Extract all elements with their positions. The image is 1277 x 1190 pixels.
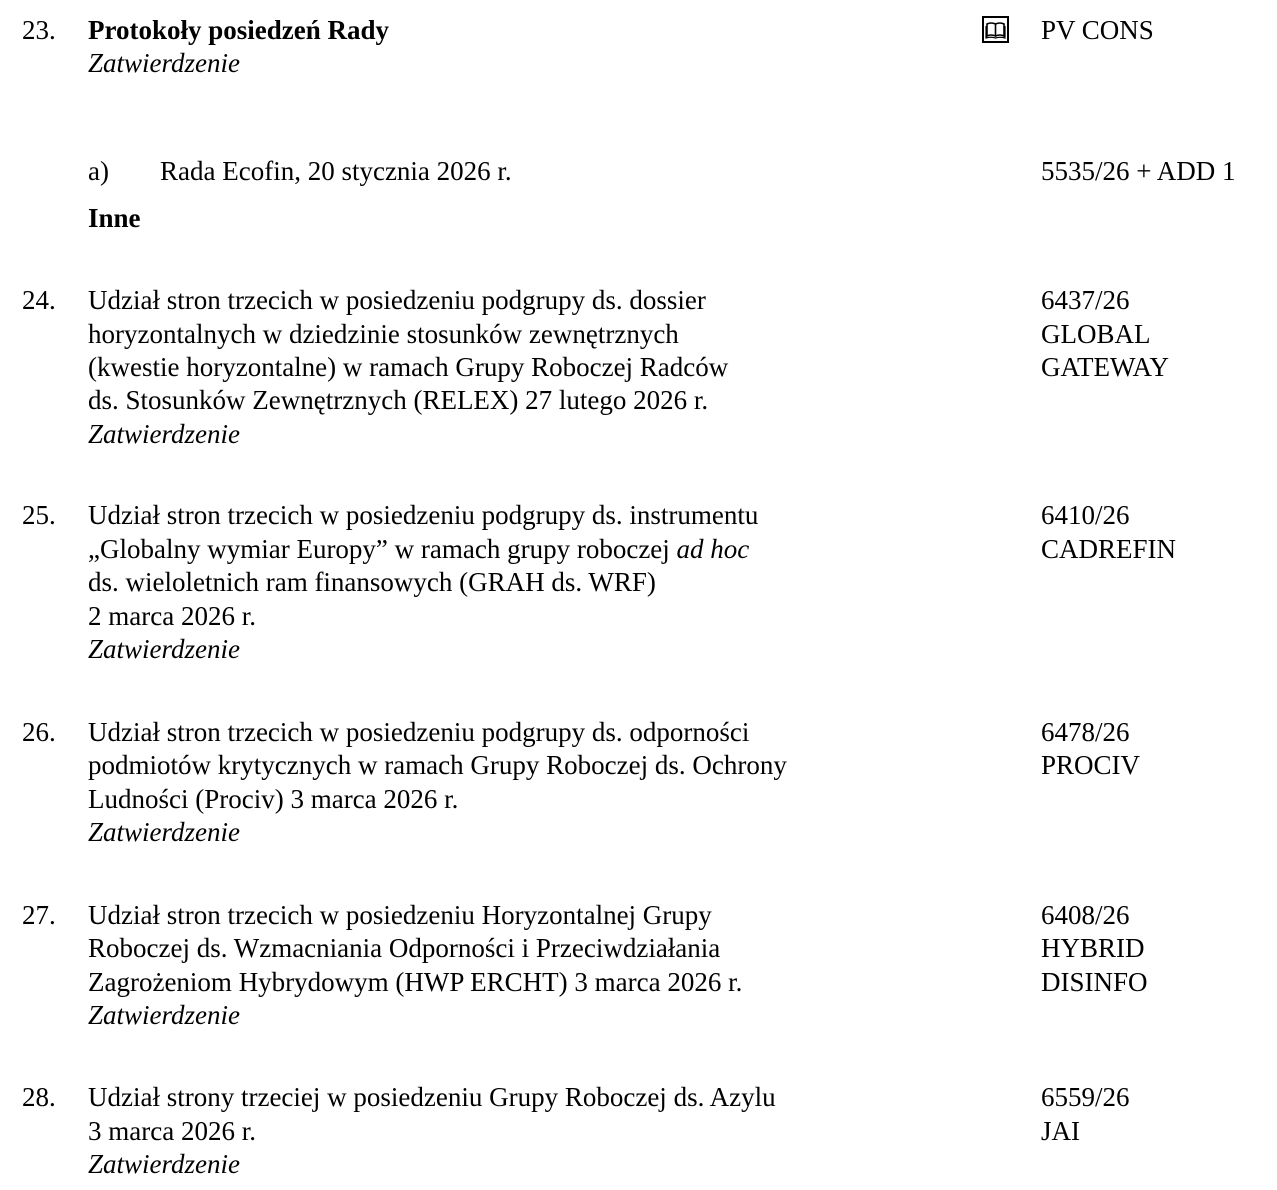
sub-item-text: Rada Ecofin, 20 stycznia 2026 r. — [160, 156, 512, 186]
item-doc-ref: PROCIV — [1041, 750, 1141, 780]
item-text-line: ds. Stosunków Zewnętrznych (RELEX) 27 lutego 2026 r. — [88, 385, 709, 415]
item-text-line: Udział stron trzecich w posiedzeniu Horyzontalnej Grupy — [88, 900, 712, 930]
section-heading: Inne — [88, 203, 141, 233]
item-number: 28. — [22, 1082, 56, 1112]
item-text-line: Udział strony trzeciej w posiedzeniu Grupy Roboczej ds. Azylu — [88, 1082, 776, 1112]
item-text-italic: ad hoc — [676, 534, 750, 564]
sub-item-letter: a) — [88, 156, 109, 186]
item-text-line: Udział stron trzecich w posiedzeniu podgrupy ds. instrumentu — [88, 500, 759, 530]
item-doc-ref: 6410/26 — [1041, 500, 1130, 530]
item-text-line: ds. wieloletnich ram finansowych (GRAH ds. WRF) — [88, 567, 656, 597]
item-text-line — [88, 533, 749, 566]
sub-item-doc-ref: 5535/26 + ADD 1 — [1041, 156, 1236, 186]
item-text-segment: „Globalny wymiar Europy” w ramach grupy roboczej — [88, 534, 677, 564]
item-approval: Zatwierdzenie — [88, 48, 240, 78]
item-doc-ref: GATEWAY — [1041, 352, 1169, 382]
item-number: 25. — [22, 500, 56, 530]
book-icon — [982, 16, 1009, 43]
item-doc-ref: JAI — [1041, 1116, 1080, 1146]
item-approval: Zatwierdzenie — [88, 634, 240, 664]
item-doc-ref: CADREFIN — [1041, 534, 1177, 564]
item-doc-ref: DISINFO — [1041, 967, 1148, 997]
item-number: 27. — [22, 900, 56, 930]
item-text-line: horyzontalnych w dziedzinie stosunków zewnętrznych — [88, 319, 679, 349]
item-number: 23. — [22, 15, 56, 45]
item-text-line: Zagrożeniom Hybrydowym (HWP ERCHT) 3 marca 2026 r. — [88, 967, 743, 997]
item-doc-ref: HYBRID — [1041, 933, 1145, 963]
item-text-line: Ludności (Prociv) 3 marca 2026 r. — [88, 784, 459, 814]
item-approval: Zatwierdzenie — [88, 1000, 240, 1030]
item-approval: Zatwierdzenie — [88, 817, 240, 847]
item-text-line: Roboczej ds. Wzmacniania Odporności i Przeciwdziałania — [88, 933, 721, 963]
item-doc-ref: 6559/26 — [1041, 1082, 1130, 1112]
item-text-line: 2 marca 2026 r. — [88, 601, 256, 631]
item-doc-ref: GLOBAL — [1041, 319, 1151, 349]
item-doc-ref: 6437/26 — [1041, 285, 1130, 315]
item-number: 26. — [22, 717, 56, 747]
item-doc-ref: PV CONS — [1041, 15, 1154, 45]
item-text-line: Udział stron trzecich w posiedzeniu podgrupy ds. dossier — [88, 285, 706, 315]
item-text-line: (kwestie horyzontalne) w ramach Grupy Roboczej Radców — [88, 352, 729, 382]
item-text-line: podmiotów krytycznych w ramach Grupy Roboczej ds. Ochrony — [88, 750, 787, 780]
item-title: Protokoły posiedzeń Rady — [88, 15, 390, 45]
item-text-line: Udział stron trzecich w posiedzeniu podgrupy ds. odporności — [88, 717, 750, 747]
item-doc-ref: 6478/26 — [1041, 717, 1130, 747]
item-approval: Zatwierdzenie — [88, 419, 240, 449]
item-number: 24. — [22, 285, 56, 315]
item-text-line: 3 marca 2026 r. — [88, 1116, 256, 1146]
item-approval: Zatwierdzenie — [88, 1149, 240, 1179]
item-doc-ref: 6408/26 — [1041, 900, 1130, 930]
